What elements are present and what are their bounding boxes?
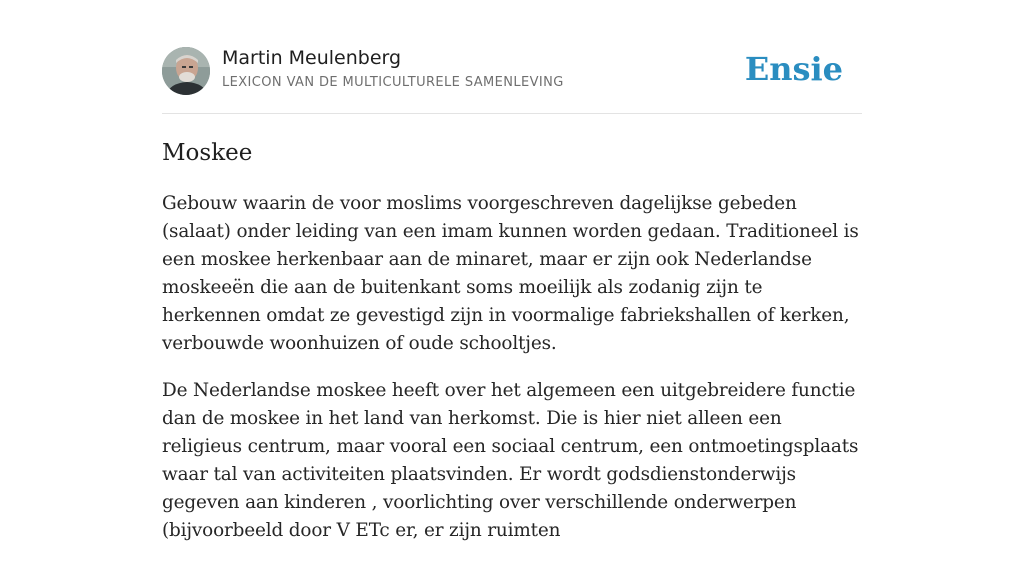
article-body [162,190,864,564]
collection-name[interactable]: LEXICON VAN DE MULTICULTURELE SAMENLEVING [222,75,564,90]
brand-logo[interactable]: Ensie [744,50,843,88]
author-portrait-icon [162,47,210,95]
header-divider [162,113,862,114]
article-paragraph: Gebouw waarin de voor moslims voorgeschreven dagelijkse gebeden (salaat) onder leiding van een imam kunnen worden gedaan. Traditioneel is een moskee herkenbaar aan de minaret, maar er zijn ook Nederlandse moskeeën die aan de buitenkant soms moeilijk als zodanig zijn te herkennen omdat ze gevestigd zijn in voormalige fabriekshallen of kerken, verbouwde woonhuizen of oude schooltjes. [162,193,859,354]
article-title: Moskee [162,140,253,166]
author-avatar[interactable] [162,47,210,95]
author-name[interactable]: Martin Meulenberg [222,47,402,69]
article-paragraph: De Nederlandse moskee heeft over het algemeen een uitgebreidere functie dan de moskee in het land van herkomst. Die is hier niet alleen een religieus centrum, maar vooral een sociaal centrum, een ontmoetingsplaats waar tal van activiteiten plaatsvinden. Er wordt godsdienstonderwijs gegeven aan kinderen , voorlichting over verschillende onderwerpen (bijvoorbeeld door V ETc er, er zijn ruimten [162,380,859,541]
article-header [162,47,862,95]
